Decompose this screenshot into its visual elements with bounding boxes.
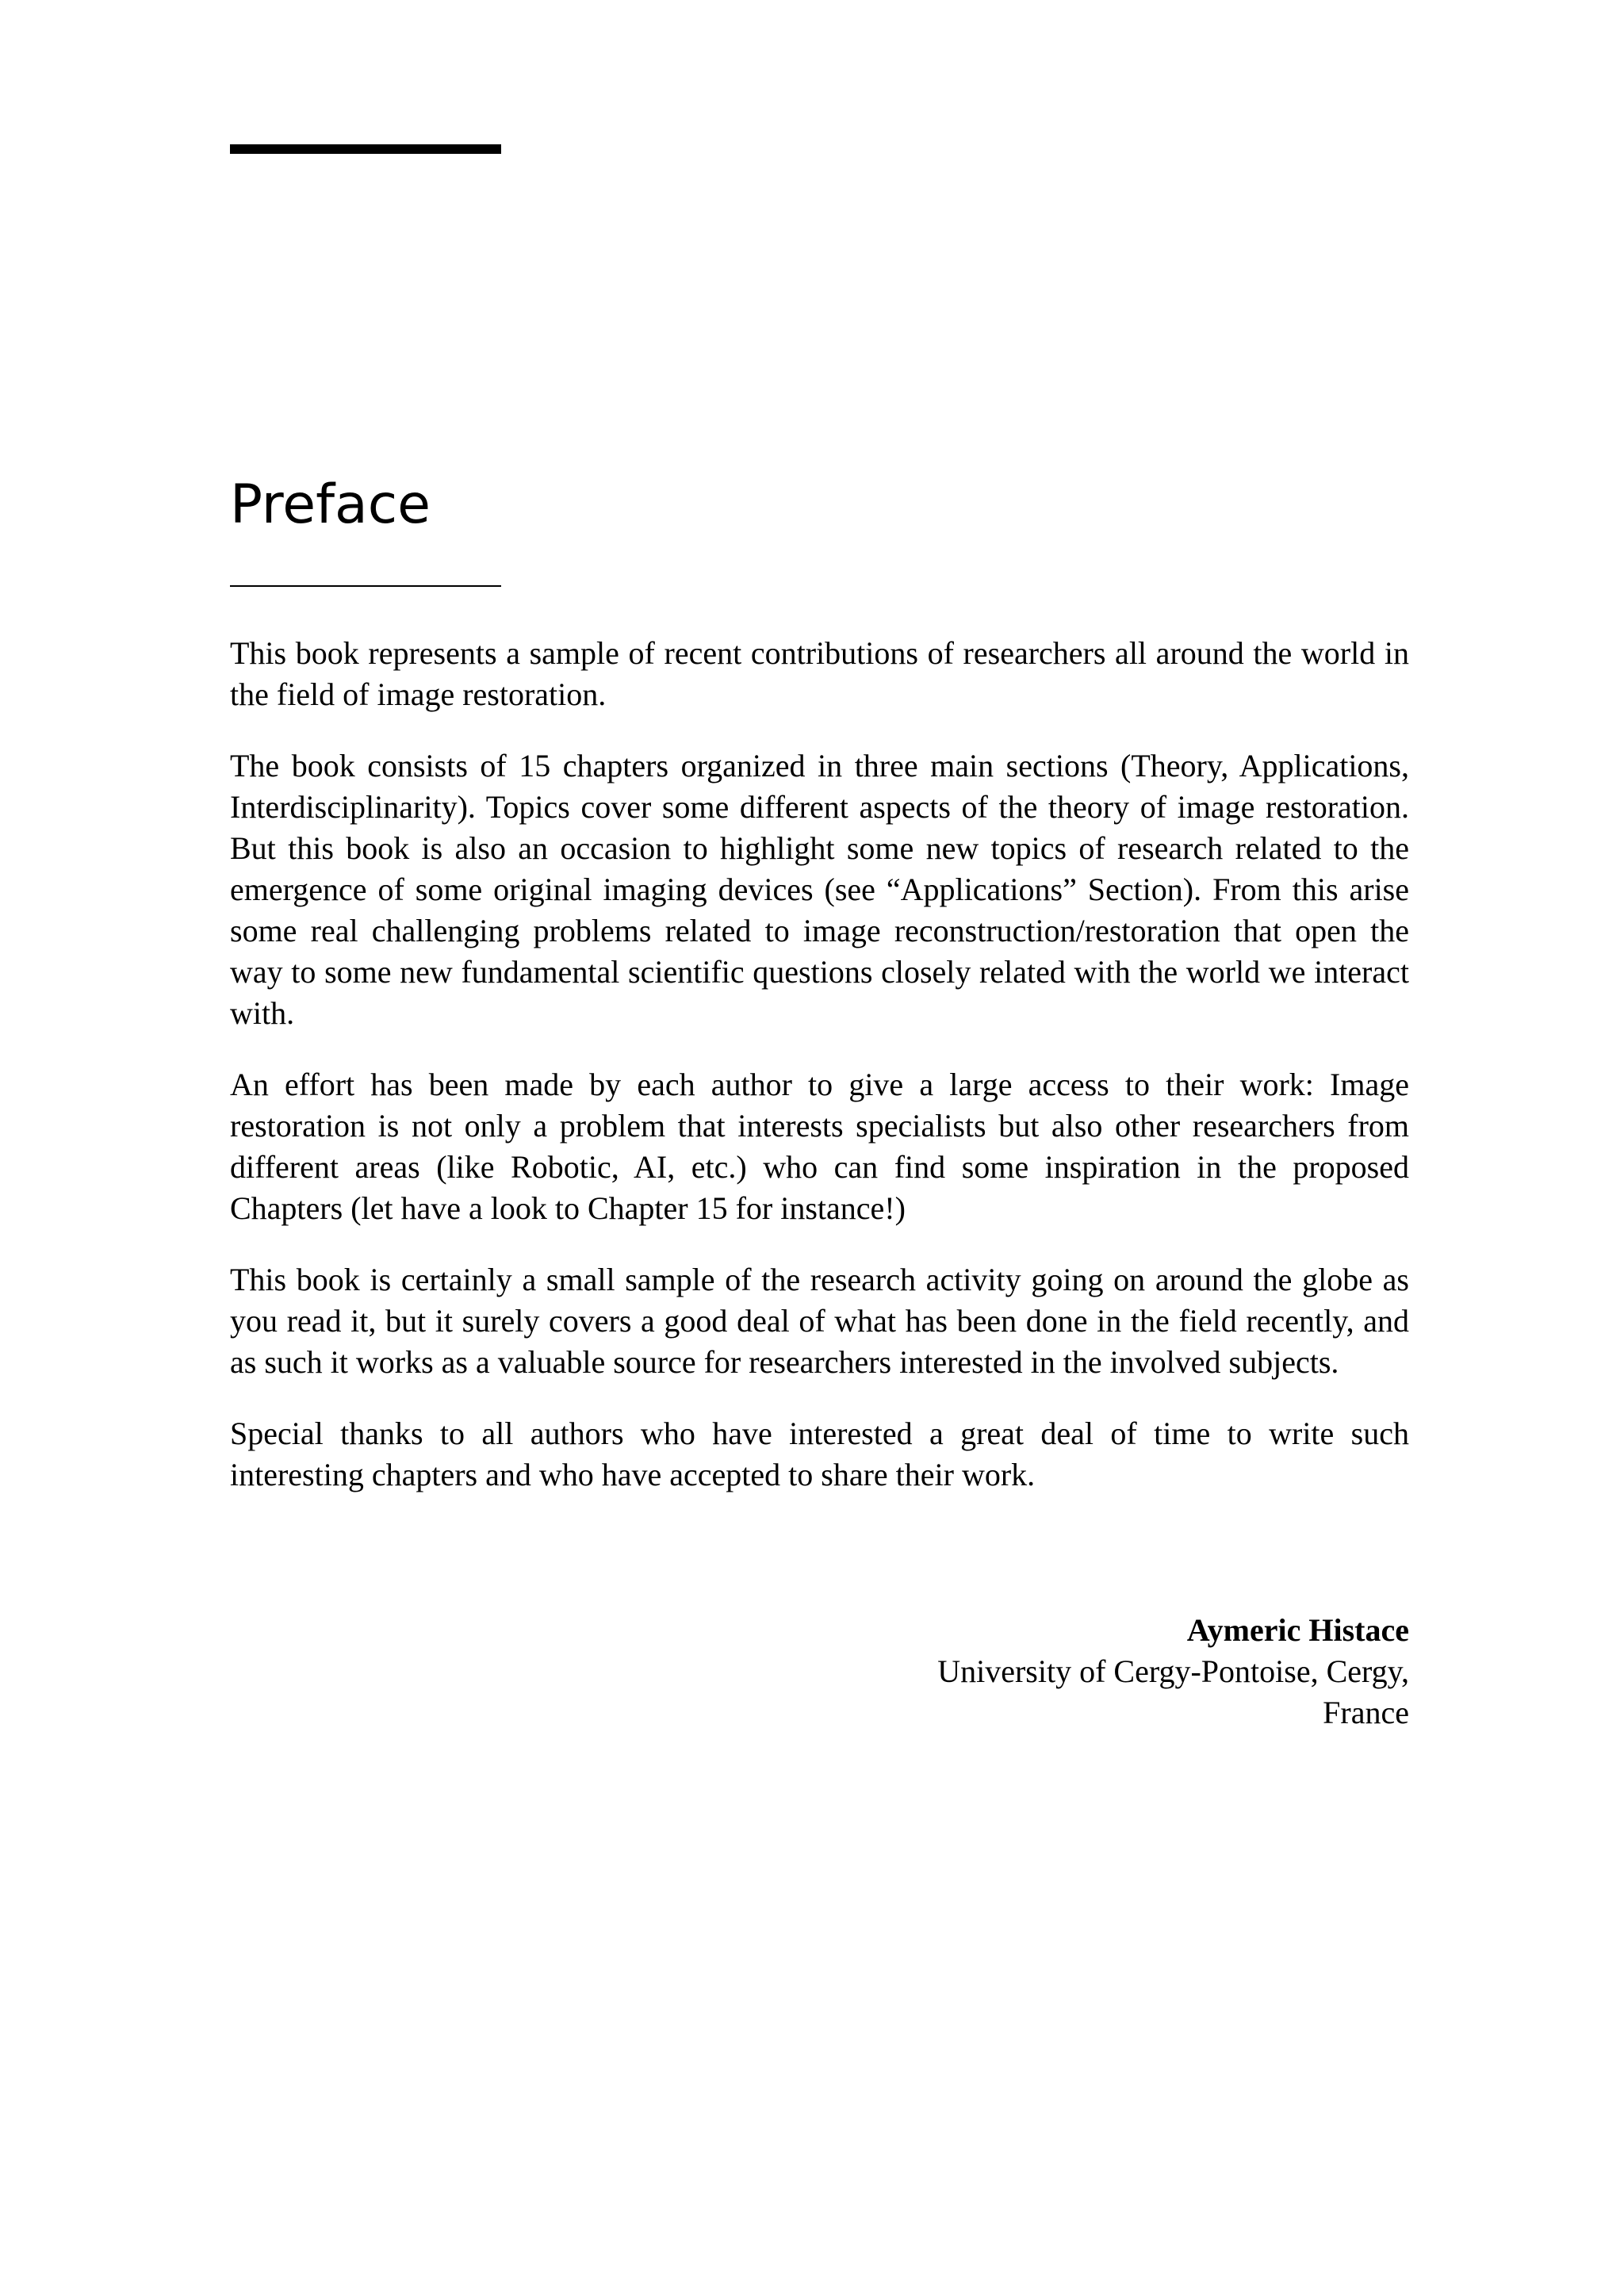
title-underline-rule	[230, 585, 501, 587]
paragraph-4: This book is certainly a small sample of the research activity going on around the globe as you read it, but it surely covers a good deal of what has been done in the field recently, and as such it works as a valuable source for researchers interested in the involved subjects.	[230, 1262, 1409, 1380]
author-affiliation-line1: University of Cergy-Pontoise, Cergy,	[937, 1653, 1409, 1689]
author-name: Aymeric Histace	[1186, 1612, 1409, 1648]
signature-block	[793, 1610, 1409, 1734]
paragraph-5: Special thanks to all authors who have interested a great deal of time to write such interesting chapters and who have accepted to share their work.	[230, 1416, 1409, 1492]
top-decorative-rule	[230, 144, 501, 154]
preface-body	[230, 633, 1409, 1526]
page-title: Preface	[230, 473, 431, 536]
author-affiliation-line2: France	[1323, 1695, 1409, 1730]
paragraph-3: An effort has been made by each author to give a large access to their work: Image restoration is not only a problem that interests specialists but also other researchers from different areas (like Robotic, AI, etc.) who can find some inspiration in the proposed Chapters (let have a look to Chapter 15 for instance!)	[230, 1067, 1409, 1226]
paragraph-1: This book represents a sample of recent contributions of researchers all around the world in the field of image restoration.	[230, 635, 1409, 712]
paragraph-2: The book consists of 15 chapters organized in three main sections (Theory, Applications, Interdisciplinarity). Topics cover some different aspects of the theory of image restoration. But this book is also an occasion to highlight some new topics of research related to the emergence of some original imaging devices (see “Applications” Section). From this arise some real challenging problems related to image reconstruction/restoration that open the way to some new fundamental scientific questions closely related with the world we interact with.	[230, 748, 1409, 1031]
